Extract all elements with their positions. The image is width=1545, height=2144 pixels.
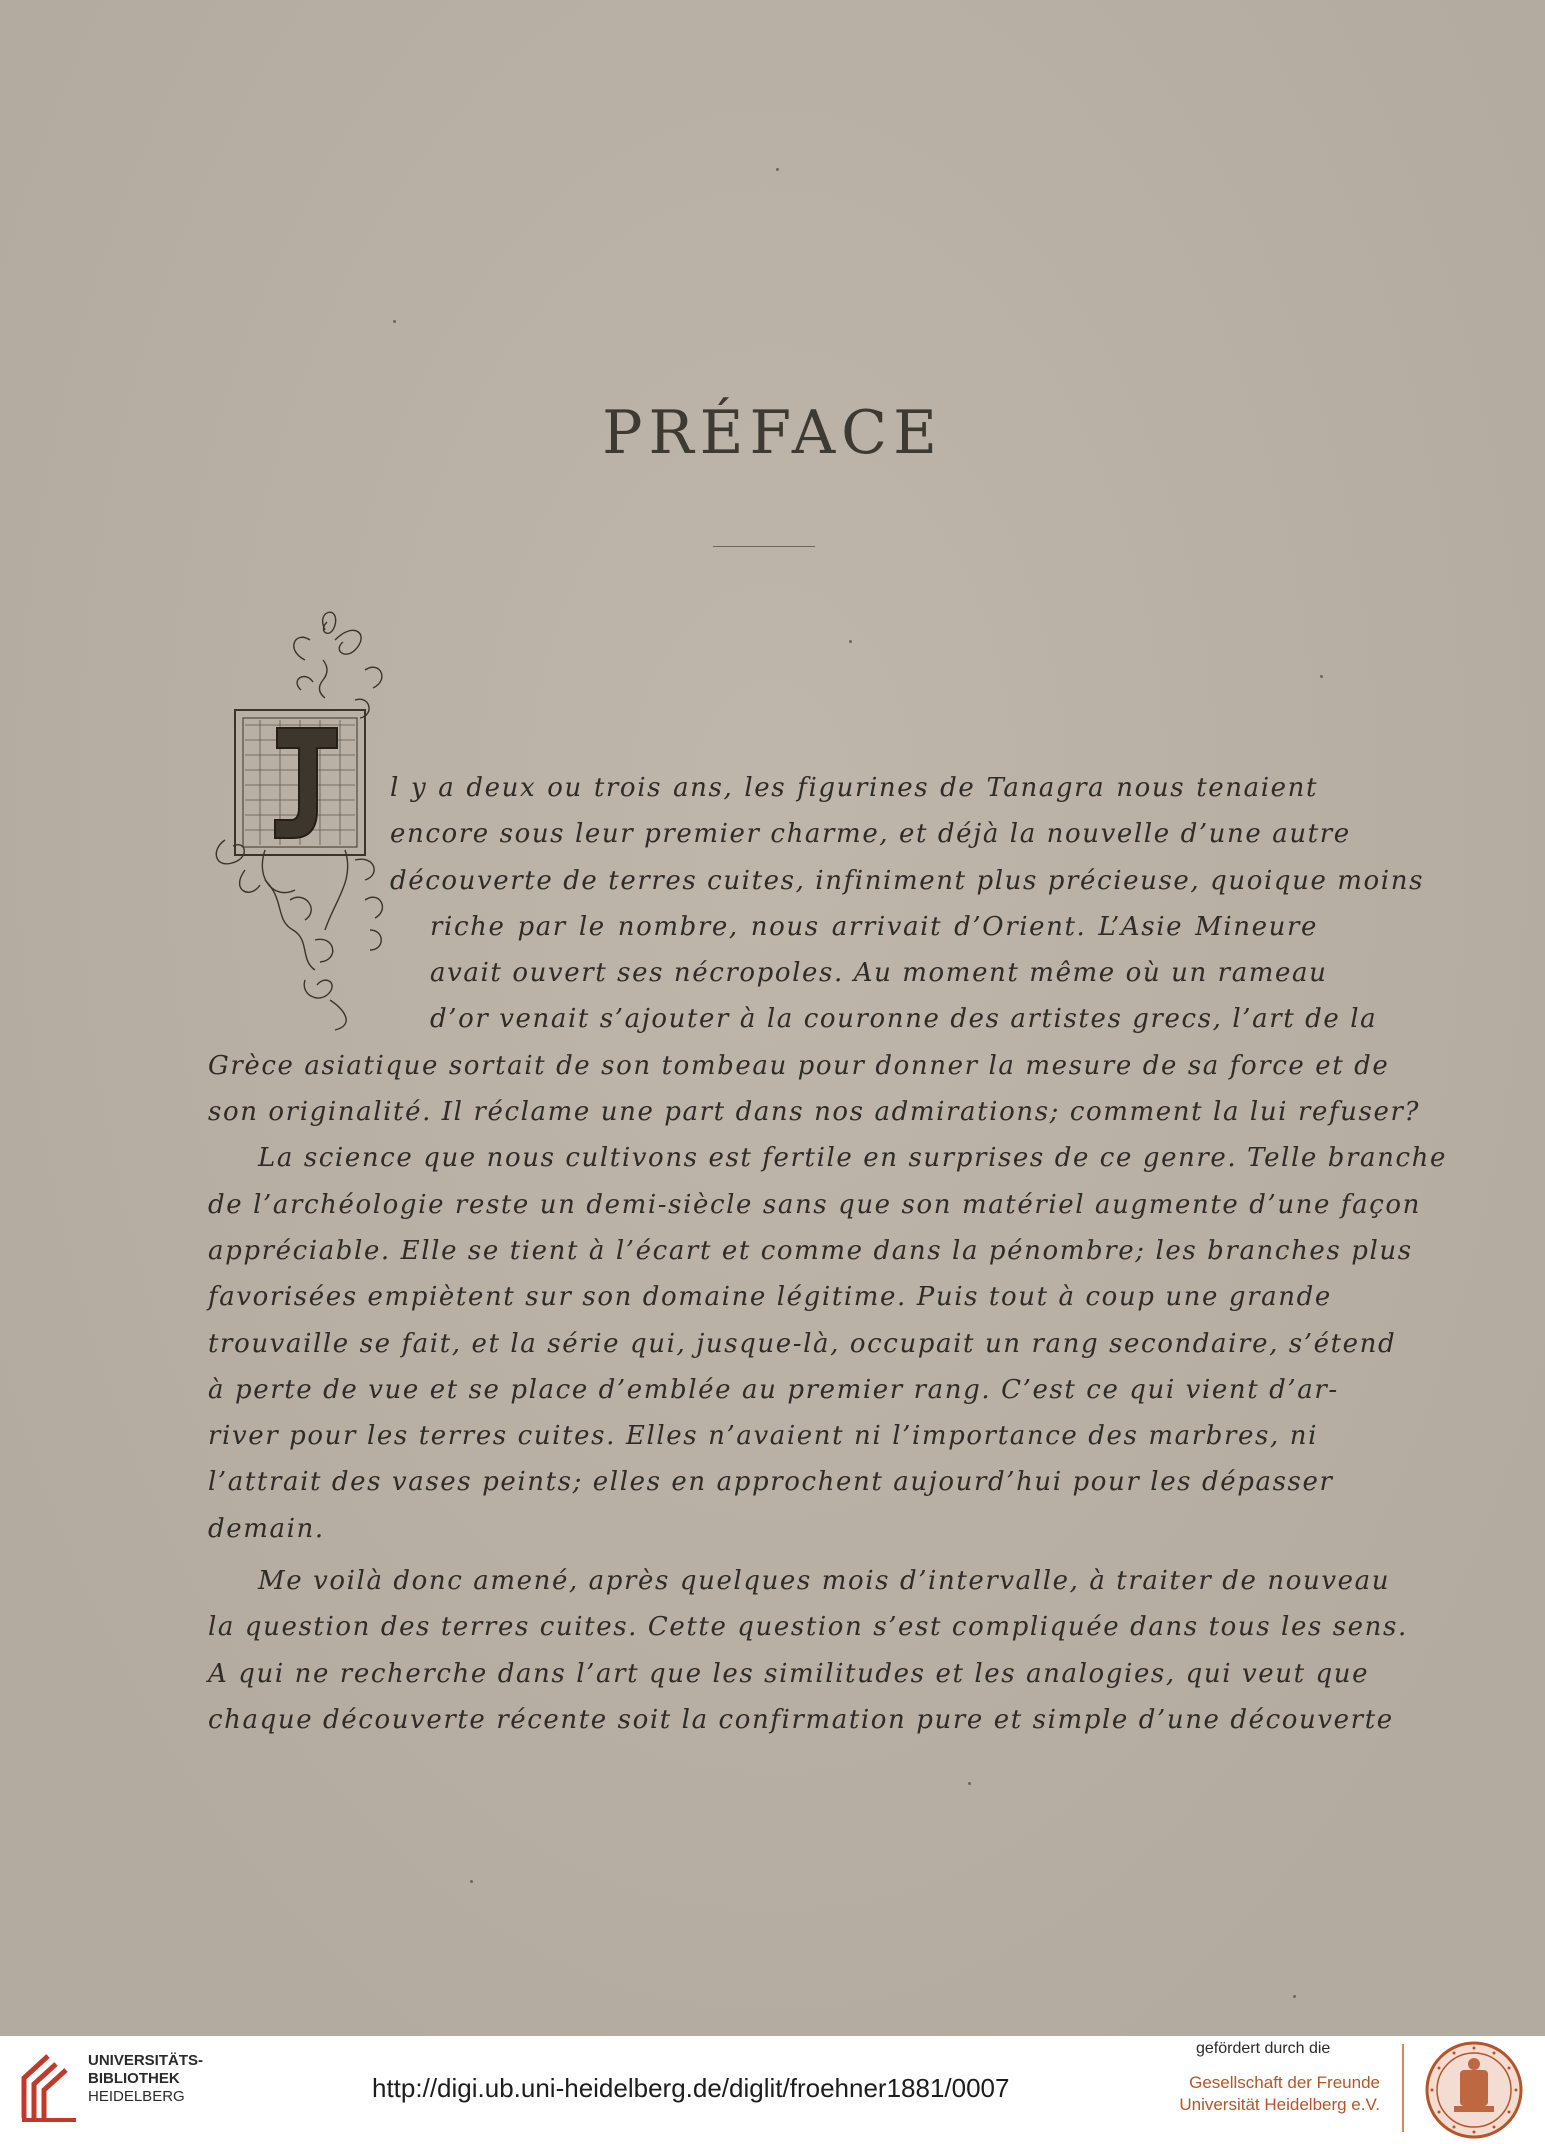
page-title: PRÉFACE — [602, 398, 943, 468]
library-name-line: HEIDELBERG — [88, 2088, 185, 2105]
library-name — [88, 2052, 203, 2106]
text-line: A qui ne recherche dans l’art que les similitudes et les analogies, qui veut que — [208, 1658, 1370, 1689]
preface-text — [208, 765, 1447, 1743]
paper-speck — [968, 1782, 971, 1785]
text-line: demain. — [208, 1513, 325, 1544]
paper-speck — [1320, 675, 1323, 678]
text-line: l’attrait des vases peints; elles en approchent aujourd’hui pour les dépasser — [208, 1467, 1334, 1498]
paper-speck — [776, 168, 779, 171]
text-line: à perte de vue et se place d’emblée au premier rang. C’est ce qui vient d’ar- — [208, 1374, 1339, 1405]
text-line: Me voilà donc amené, après quelques mois d’intervalle, à traiter de nouveau — [258, 1566, 1391, 1597]
sponsor-label: gefördert durch die — [1196, 2040, 1331, 2057]
text-line: appréciable. Elle se tient à l’écart et comme dans la pénombre; les branches plus — [208, 1235, 1413, 1266]
text-line: La science que nous cultivons est fertile en surprises de ce genre. Telle branche — [258, 1143, 1447, 1174]
university-seal-icon — [1424, 2040, 1524, 2140]
text-line: favorisées empiètent sur son domaine légitime. Puis tout à coup une grande — [208, 1282, 1332, 1313]
text-line: l y a deux ou trois ans, les figurines de Tanagra nous tenaient — [390, 773, 1318, 803]
paper-speck — [470, 1880, 473, 1883]
library-name-line: BIBLIOTHEK — [88, 2070, 180, 2087]
sponsor-name — [1130, 2072, 1380, 2116]
sponsor-name-line: Gesellschaft der Freunde — [1189, 2073, 1380, 2092]
library-name-line: UNIVERSITÄTS- — [88, 2052, 204, 2069]
library-logo-icon — [18, 2048, 80, 2124]
permalink[interactable]: http://digi.ub.uni-heidelberg.de/diglit/froehner1881/0007 — [372, 2073, 1010, 2103]
text-line: d’or venait s’ajouter à la couronne des artistes grecs, l’art de la — [430, 1004, 1378, 1035]
text-line: Grèce asiatique sortait de son tombeau pour donner la mesure de sa force et de — [208, 1050, 1390, 1081]
text-line: découverte de terres cuites, infiniment plus précieuse, quoique moins — [390, 865, 1425, 896]
text-line: encore sous leur premier charme, et déjà la nouvelle d’une autre — [390, 819, 1351, 850]
paper-speck — [1293, 1995, 1296, 1998]
sponsor-name-line: Universität Heidelberg e.V. — [1179, 2095, 1380, 2114]
sponsor-divider — [1402, 2044, 1404, 2132]
paper-speck — [849, 640, 852, 643]
text-line: river pour les terres cuites. Elles n’avaient ni l’importance des marbres, ni — [208, 1421, 1318, 1452]
text-line: la question des terres cuites. Cette question s’est compliquée dans tous les sens. — [208, 1612, 1408, 1643]
text-line: trouvaille se fait, et la série qui, jusque-là, occupait un rang secondaire, s’étend — [208, 1328, 1397, 1359]
paper-speck — [393, 320, 396, 323]
text-line: chaque découverte récente soit la confirmation pure et simple d’une découverte — [208, 1704, 1394, 1735]
text-line: de l’archéologie reste un demi-siècle sans que son matériel augmente d’une façon — [208, 1189, 1421, 1220]
text-line: son originalité. Il réclame une part dans nos admirations; comment la lui refuser? — [208, 1097, 1421, 1128]
text-line: riche par le nombre, nous arrivait d’Orient. L’Asie Mineure — [430, 911, 1318, 942]
title-rule — [713, 546, 815, 547]
text-line: avait ouvert ses nécropoles. Au moment même où un rameau — [430, 958, 1328, 989]
